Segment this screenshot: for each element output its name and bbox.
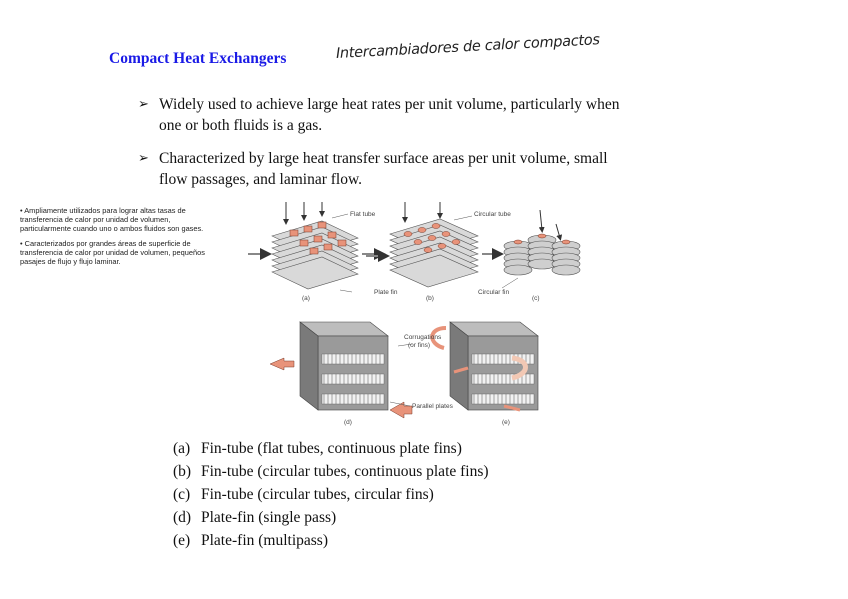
caption-list [173,437,489,552]
bullet-list [138,94,718,202]
label-e: (e) [502,419,510,426]
label-d: (d) [344,419,352,426]
label-plate-fin: Plate fin [374,289,398,296]
arrow-bullet-icon: ➢ [138,151,149,166]
slide-title: Compact Heat Exchangers [109,50,287,67]
label-a: (a) [302,295,310,302]
side-notes [20,206,220,272]
caption-item [173,483,489,506]
exchanger-c-graphic [502,210,580,288]
heat-exchanger-diagram [240,196,600,428]
caption-code: (e) [173,532,191,549]
bullet-item [138,148,718,190]
caption-text: Plate-fin (single pass) [201,509,337,526]
caption-text: Fin-tube (flat tubes, continuous plate fins) [201,440,462,457]
bullet-line: one or both fluids is a gas. [159,117,323,134]
caption-item [173,506,489,529]
caption-code: (a) [173,440,191,457]
exchanger-d-graphic [270,322,412,418]
bullet-line: flow passages, and laminar flow. [159,171,363,188]
heat-exchanger-figure [240,196,600,428]
arrow-bullet-icon: ➢ [138,97,149,112]
label-circular-fin: Circular fin [478,289,510,296]
exchanger-e-graphic [432,322,538,410]
handwritten-note: Intercambiadores de calor compactos [335,32,601,62]
label-or-fins: (or fins) [408,342,431,349]
label-b: (b) [426,295,434,302]
caption-item [173,437,489,460]
side-note: • Caracterizados por grandes áreas de superficie de transferencia de calor por unidad de volumen, pequeños pasajes de flujo y flujo laminar. [20,239,205,266]
caption-text: Fin-tube (circular tubes, continuous plate fins) [201,463,489,480]
label-flat-tube: Flat tube [350,211,376,218]
bullet-item [138,94,718,136]
label-c: (c) [532,295,540,302]
bullet-line: Characterized by large heat transfer surface areas per unit volume, small [159,150,608,167]
caption-code: (b) [173,463,192,480]
label-circular-tube: Circular tube [474,211,511,218]
label-parallel-plates: Parallel plates [412,403,453,410]
caption-code: (d) [173,509,192,526]
bullet-line: Widely used to achieve large heat rates per unit volume, particularly when [159,96,620,113]
caption-code: (c) [173,486,191,503]
caption-text: Plate-fin (multipass) [201,532,328,549]
caption-item [173,460,489,483]
caption-text: Fin-tube (circular tubes, circular fins) [201,486,434,503]
side-note: • Ampliamente utilizados para lograr altas tasas de transferencia de calor por unidad de volumen, particularmente cuando uno o ambos fluidos son gases. [20,206,204,233]
label-corrugations: Corrugations [404,334,442,341]
caption-item [173,529,489,552]
